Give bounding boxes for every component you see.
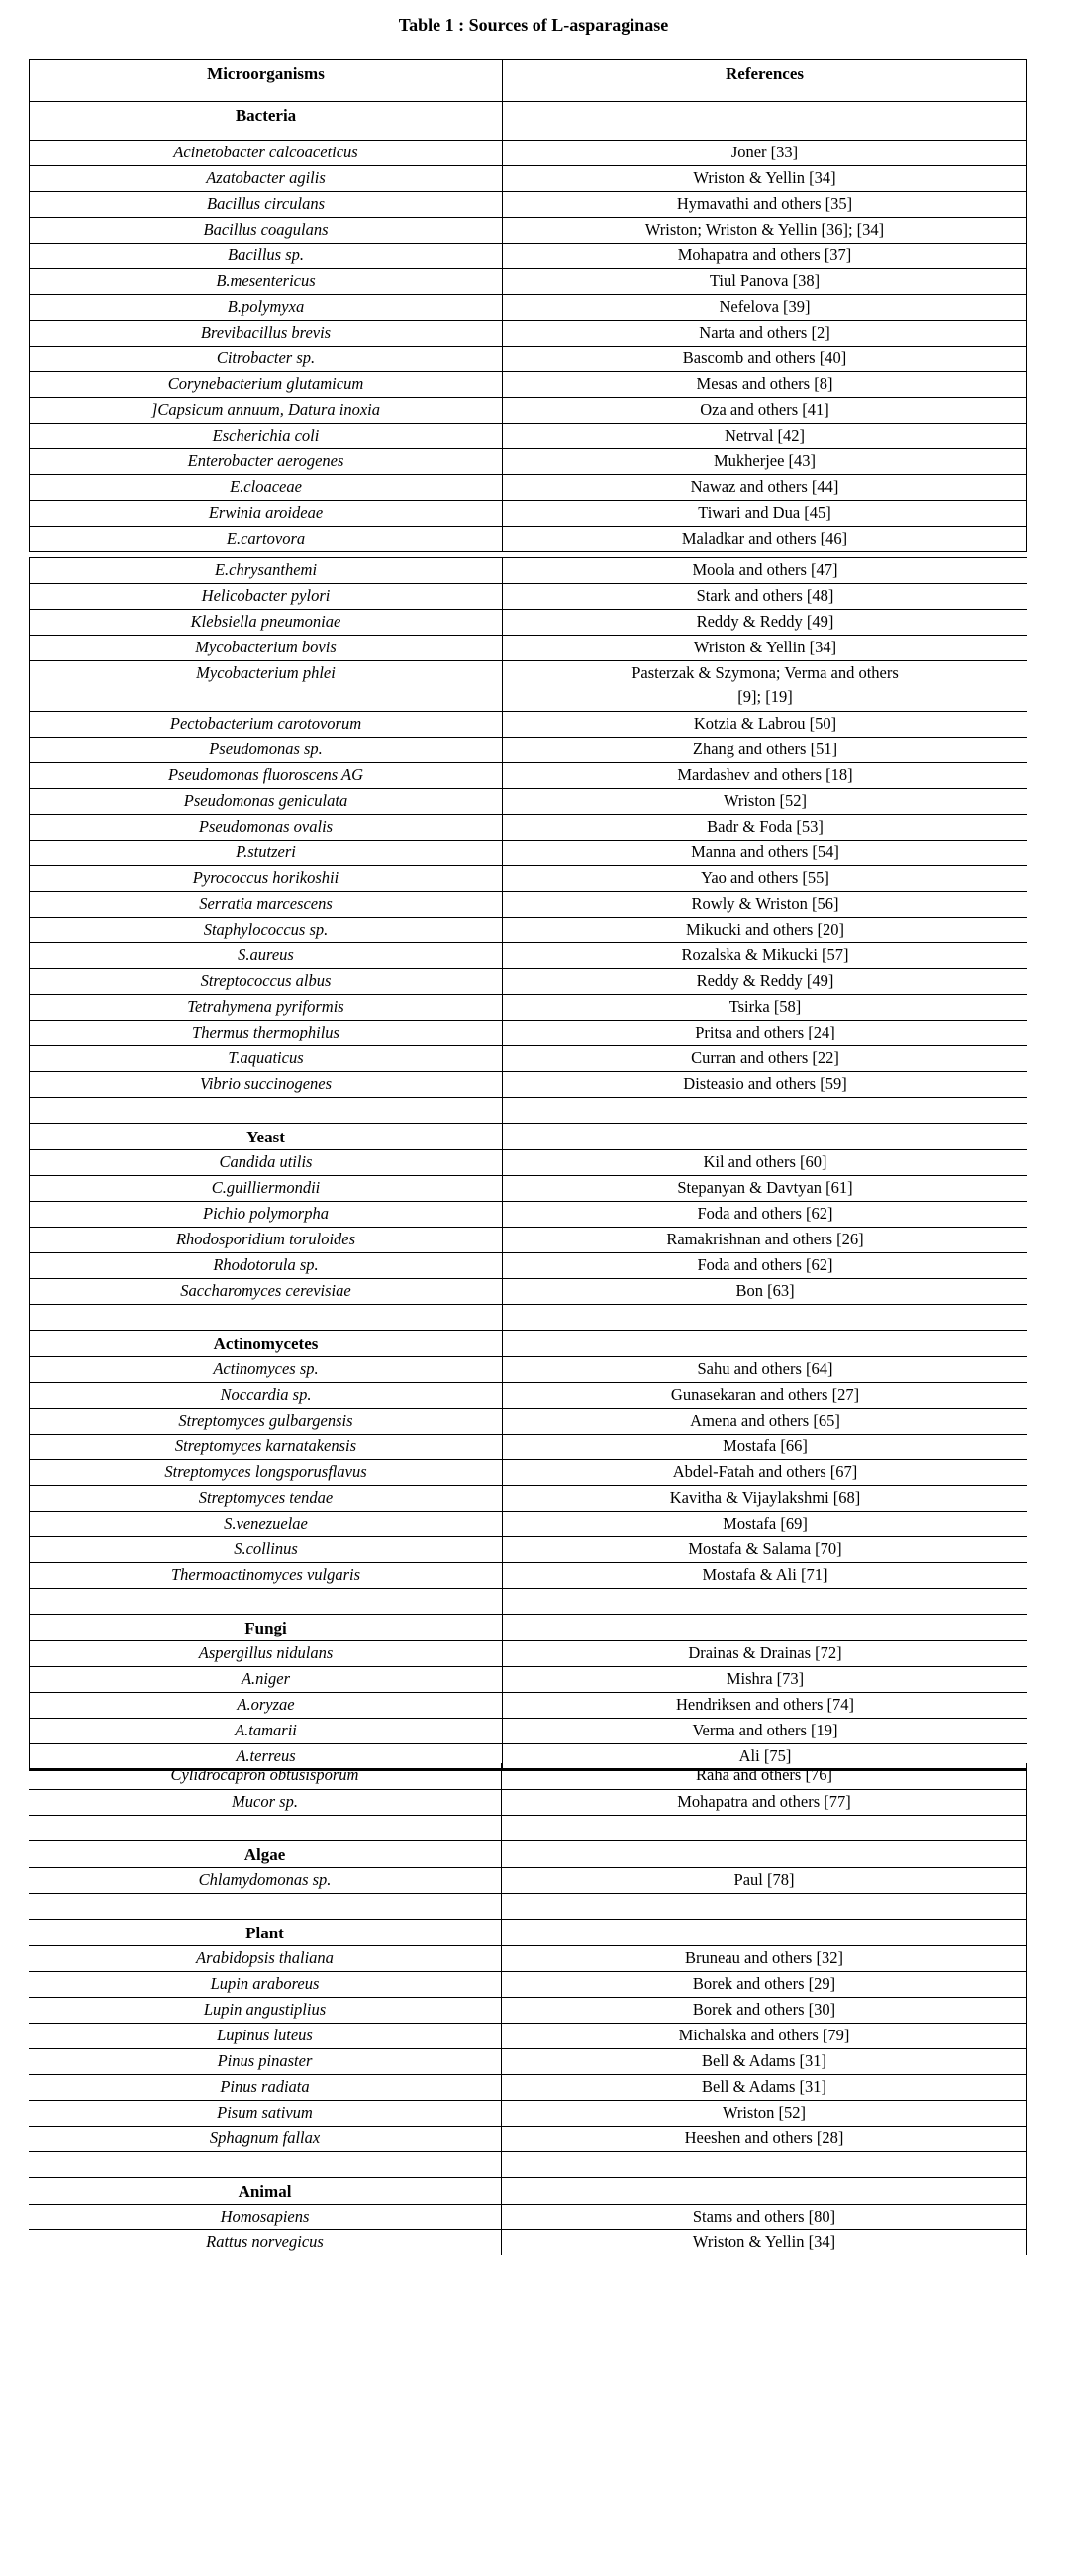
table-row [30,1486,1028,1512]
organism-name: Chlamydomonas sp. [29,1867,502,1893]
organism-name: S.collinus [30,1537,503,1563]
reference-cell: Raha and others [76] [502,1763,1027,1789]
organism-name: A.niger [30,1667,503,1693]
organism-name: Klebsiella pneumoniae [30,610,503,636]
table-row [29,2074,1027,2100]
organism-name: E.cloaceae [30,475,503,501]
spacer-row [30,1098,1028,1124]
organism-name: P.stutzeri [30,841,503,866]
organism-name: Sphagnum fallax [29,2126,502,2151]
reference-cell: Wriston & Yellin [34] [502,2229,1027,2255]
organism-name: Tetrahymena pyriformis [30,995,503,1021]
table-row [30,1667,1028,1693]
reference-cell: Amena and others [65] [503,1409,1028,1435]
table-row [30,1021,1028,1046]
organism-name: Bacillus coagulans [30,218,503,244]
table-row [30,610,1028,636]
table-row [30,475,1027,501]
reference-cell: Wriston [52] [503,789,1028,815]
table-row [29,1867,1027,1893]
reference-cell: Drainas & Drainas [72] [503,1641,1028,1667]
empty-reference-cell [502,1840,1027,1867]
reference-cell: Mostafa & Ali [71] [503,1563,1028,1589]
table-row [30,1512,1028,1537]
group-header-row [30,1124,1028,1150]
reference-cell: Abdel-Fatah and others [67] [503,1460,1028,1486]
organism-name: T.aquaticus [30,1046,503,1072]
table-row [30,1150,1028,1176]
table-row [29,2126,1027,2151]
reference-cell: Oza and others [41] [503,398,1027,424]
table-row [30,1719,1028,1744]
organism-name: Bacillus sp. [30,244,503,269]
reference-cell: Bell & Adams [31] [502,2048,1027,2074]
organism-name: Thermus thermophilus [30,1021,503,1046]
group-label: Plant [29,1919,502,1945]
group-header-row [29,2177,1027,2204]
organism-name: Pseudomonas ovalis [30,815,503,841]
table-row [30,712,1028,738]
reference-cell: Nefelova [39] [503,295,1027,321]
table-row [30,1253,1028,1279]
organism-name: E.chrysanthemi [30,558,503,584]
group-header-row [30,1615,1028,1641]
reference-cell: Curran and others [22] [503,1046,1028,1072]
table-row [29,2100,1027,2126]
reference-cell: Kavitha & Vijaylakshmi [68] [503,1486,1028,1512]
reference-cell: Foda and others [62] [503,1253,1028,1279]
organism-name: A.oryzae [30,1693,503,1719]
table-row [30,244,1027,269]
organism-name: Pichio polymorpha [30,1202,503,1228]
reference-cell: Wriston & Yellin [34] [503,166,1027,192]
reference-cell: Wriston & Yellin [34] [503,636,1028,661]
group-header-row [30,102,1027,141]
table-row [30,995,1028,1021]
reference-cell: Ramakrishnan and others [26] [503,1228,1028,1253]
empty-reference-cell [503,1331,1028,1357]
reference-cell: Nawaz and others [44] [503,475,1027,501]
reference-cell: Borek and others [29] [502,1971,1027,1997]
group-label: Yeast [30,1124,503,1150]
table-row [30,1460,1028,1486]
reference-cell: Mardashev and others [18] [503,763,1028,789]
table-row [30,1176,1028,1202]
organism-name: Corynebacterium glutamicum [30,372,503,398]
table-row [30,1435,1028,1460]
table-row [30,866,1028,892]
table-row [30,943,1028,969]
table-row [30,1202,1028,1228]
reference-cell: Mikucki and others [20] [503,918,1028,943]
empty-reference-cell [502,1919,1027,1945]
organism-name: Rhodosporidium toruloides [30,1228,503,1253]
header-microorganisms: Microorganisms [30,60,503,102]
organism-name: S.aureus [30,943,503,969]
reference-cell: Sahu and others [64] [503,1357,1028,1383]
organism-name: Enterobacter aerogenes [30,449,503,475]
table-row [30,449,1027,475]
empty-cell [29,1815,502,1840]
organism-name: Streptomyces tendae [30,1486,503,1512]
organism-name: Citrobacter sp. [30,347,503,372]
organism-name: Rhodotorula sp. [30,1253,503,1279]
organism-name: C.guilliermondii [30,1176,503,1202]
organism-name: Bacillus circulans [30,192,503,218]
reference-cell: Badr & Foda [53] [503,815,1028,841]
organism-name: ]Capsicum annuum, Datura inoxia [30,398,503,424]
organism-name: Streptomyces gulbargensis [30,1409,503,1435]
organism-name: Mycobacterium bovis [30,636,503,661]
organism-name: Candida utilis [30,1150,503,1176]
empty-reference-cell [502,2177,1027,2204]
table-row [30,789,1028,815]
empty-cell [503,1305,1028,1331]
reference-cell: Foda and others [62] [503,1202,1028,1228]
organism-name: Staphylococcus sp. [30,918,503,943]
organism-name: Saccharomyces cerevisiae [30,1279,503,1305]
reference-cell: Mishra [73] [503,1667,1028,1693]
header-references: References [503,60,1027,102]
empty-reference-cell [503,1124,1028,1150]
spacer-row [30,1589,1028,1615]
sources-table-part-1 [29,59,1027,552]
reference-cell: Rowly & Wriston [56] [503,892,1028,918]
reference-cell: Mohapatra and others [77] [502,1789,1027,1815]
organism-name: Streptococcus albus [30,969,503,995]
table-header-row [30,60,1027,102]
reference-cell: Maladkar and others [46] [503,527,1027,552]
organism-name: Pinus pinaster [29,2048,502,2074]
empty-cell [29,1893,502,1919]
table-row [29,1997,1027,2023]
organism-name: Pinus radiata [29,2074,502,2100]
table-row [30,918,1028,943]
organism-name: B.mesentericus [30,269,503,295]
table-row [30,295,1027,321]
table-row [30,1046,1028,1072]
table-row [30,763,1028,789]
table-row [30,166,1027,192]
reference-cell: Hymavathi and others [35] [503,192,1027,218]
organism-name: Streptomyces karnatakensis [30,1435,503,1460]
reference-cell: Hendriksen and others [74] [503,1693,1028,1719]
table-row [30,1563,1028,1589]
group-header-row [29,1919,1027,1945]
spacer-row [30,1305,1028,1331]
organism-name: Brevibacillus brevis [30,321,503,347]
table-row [29,2229,1027,2255]
reference-cell: Bascomb and others [40] [503,347,1027,372]
table-row [30,347,1027,372]
organism-name: Azatobacter agilis [30,166,503,192]
reference-cell: Tiwari and Dua [45] [503,501,1027,527]
organism-name: Vibrio succinogenes [30,1072,503,1098]
organism-name: Serratia marcescens [30,892,503,918]
table-row [30,269,1027,295]
organism-name: Helicobacter pylori [30,584,503,610]
table-row [30,969,1028,995]
spacer-row [29,1893,1027,1919]
reference-line-2: [9]; [19] [737,687,793,706]
sources-table-part-3 [29,1763,1027,2255]
reference-cell: Manna and others [54] [503,841,1028,866]
table-row [30,218,1027,244]
reference-cell: Narta and others [2] [503,321,1027,347]
reference-cell: Moola and others [47] [503,558,1028,584]
reference-cell: Tsirka [58] [503,995,1028,1021]
reference-cell [503,661,1028,712]
reference-cell: Paul [78] [502,1867,1027,1893]
table-row [30,841,1028,866]
organism-name: Pisum sativum [29,2100,502,2126]
group-label: Bacteria [30,102,503,141]
reference-cell: Heeshen and others [28] [502,2126,1027,2151]
empty-cell [30,1305,503,1331]
empty-reference-cell [503,1615,1028,1641]
organism-name: Erwinia aroideae [30,501,503,527]
reference-cell: Gunasekaran and others [27] [503,1383,1028,1409]
organism-name: Noccardia sp. [30,1383,503,1409]
empty-cell [30,1098,503,1124]
organism-name: Lupinus luteus [29,2023,502,2048]
group-label: Actinomycetes [30,1331,503,1357]
empty-cell [502,1815,1027,1840]
table-row [30,1072,1028,1098]
empty-cell [29,2151,502,2177]
reference-cell: Tiul Panova [38] [503,269,1027,295]
empty-cell [502,1893,1027,1919]
organism-name: Thermoactinomyces vulgaris [30,1563,503,1589]
organism-name: Mucor sp. [29,1789,502,1815]
reference-cell: Kotzia & Labrou [50] [503,712,1028,738]
group-label: Algae [29,1840,502,1867]
table-row [29,2204,1027,2229]
reference-cell: Bon [63] [503,1279,1028,1305]
organism-name: Pyrococcus horikoshii [30,866,503,892]
organism-name: Pectobacterium carotovorum [30,712,503,738]
table-row [30,501,1027,527]
organism-name: Cylidrocapron obtusisporum [170,1765,359,1784]
table-row [30,321,1027,347]
reference-cell: Stepanyan & Davtyan [61] [503,1176,1028,1202]
reference-cell: Stams and others [80] [502,2204,1027,2229]
organism-name: B.polymyxa [30,295,503,321]
table-row [30,584,1028,610]
table-row [29,2023,1027,2048]
reference-cell: Wriston [52] [502,2100,1027,2126]
table-row [30,1641,1028,1667]
reference-cell: Wriston; Wriston & Yellin [36]; [34] [503,218,1027,244]
table-row [30,527,1027,552]
reference-cell: Mostafa & Salama [70] [503,1537,1028,1563]
table-row [30,1693,1028,1719]
reference-cell: Mohapatra and others [37] [503,244,1027,269]
table-row [30,192,1027,218]
reference-cell: Michalska and others [79] [502,2023,1027,2048]
organism-name: Pseudomonas fluoroscens AG [30,763,503,789]
table-row [29,1763,1027,1789]
table-row [30,815,1028,841]
table-row [30,424,1027,449]
organism-name: Aspergillus nidulans [30,1641,503,1667]
organism-name: A.terreus [30,1744,503,1770]
reference-line-1: Pasterzak & Szymona; Verma and others [631,663,899,682]
reference-cell: Reddy & Reddy [49] [503,969,1028,995]
reference-cell: Netrval [42] [503,424,1027,449]
reference-cell: Zhang and others [51] [503,738,1028,763]
table-row [30,661,1028,712]
reference-cell: Stark and others [48] [503,584,1028,610]
organism-name: Mycobacterium phlei [30,661,503,712]
table-row [30,1383,1028,1409]
group-label: Animal [29,2177,502,2204]
reference-cell: Reddy & Reddy [49] [503,610,1028,636]
reference-cell: Bruneau and others [32] [502,1945,1027,1971]
empty-reference-cell [503,102,1027,141]
reference-cell: Pritsa and others [24] [503,1021,1028,1046]
table-row [29,1971,1027,1997]
organism-name: Pseudomonas sp. [30,738,503,763]
group-header-row [29,1840,1027,1867]
organism-name: Homosapiens [29,2204,502,2229]
reference-cell: Kil and others [60] [503,1150,1028,1176]
spacer-row [29,1815,1027,1840]
reference-cell: Mesas and others [8] [503,372,1027,398]
table-row [30,1357,1028,1383]
empty-cell [502,2151,1027,2177]
reference-cell: Borek and others [30] [502,1997,1027,2023]
empty-cell [503,1098,1028,1124]
table-row [30,398,1027,424]
organism-name: S.venezuelae [30,1512,503,1537]
reference-cell: Mukherjee [43] [503,449,1027,475]
table-row [29,1945,1027,1971]
table-row [30,738,1028,763]
reference-cell: Joner [33] [503,141,1027,166]
organism-name: Escherichia coli [30,424,503,449]
organism-name: Lupin araboreus [29,1971,502,1997]
reference-cell: Rozalska & Mikucki [57] [503,943,1028,969]
table-row [30,1279,1028,1305]
organism-name: A.tamarii [30,1719,503,1744]
group-header-row [30,1331,1028,1357]
empty-cell [503,1589,1028,1615]
table-row [30,636,1028,661]
table-row [30,372,1027,398]
table-row [29,2048,1027,2074]
table-row [30,141,1027,166]
table-row [30,558,1028,584]
table-row [30,1537,1028,1563]
organism-name: E.cartovora [30,527,503,552]
reference-cell: Ali [75] [503,1744,1028,1770]
group-label: Fungi [30,1615,503,1641]
reference-cell: Disteasio and others [59] [503,1072,1028,1098]
reference-cell: Mostafa [66] [503,1435,1028,1460]
organism-name: Pseudomonas geniculata [30,789,503,815]
spacer-row [29,2151,1027,2177]
table-row [30,892,1028,918]
reference-cell: Mostafa [69] [503,1512,1028,1537]
organism-name: Rattus norvegicus [29,2229,502,2255]
organism-name: Lupin angustiplius [29,1997,502,2023]
organism-name: Acinetobacter calcoaceticus [30,141,503,166]
reference-cell: Verma and others [19] [503,1719,1028,1744]
reference-cell: Yao and others [55] [503,866,1028,892]
organism-name: Actinomyces sp. [30,1357,503,1383]
table-row [30,1409,1028,1435]
table-row [29,1789,1027,1815]
sources-table-part-2 [29,557,1027,1771]
organism-name: Arabidopsis thaliana [29,1945,502,1971]
empty-cell [30,1589,503,1615]
table-row [30,1228,1028,1253]
table-title: Table 1 : Sources of L-asparaginase [398,15,669,35]
organism-name: Streptomyces longsporusflavus [30,1460,503,1486]
reference-cell: Bell & Adams [31] [502,2074,1027,2100]
